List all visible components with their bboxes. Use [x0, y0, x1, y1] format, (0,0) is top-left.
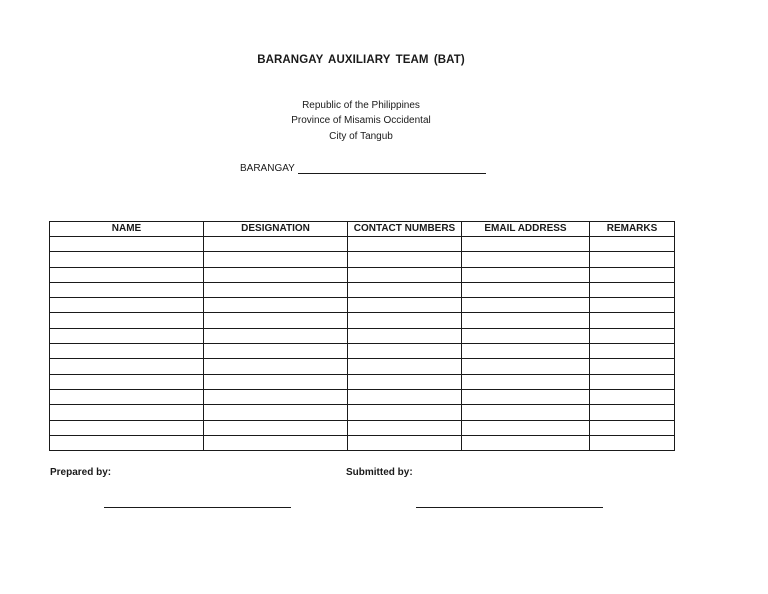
table-row — [50, 298, 675, 313]
column-header-designation: DESIGNATION — [204, 222, 348, 237]
cell-designation[interactable] — [204, 359, 348, 374]
table-row — [50, 405, 675, 420]
cell-email-address[interactable] — [462, 344, 590, 359]
cell-contact-numbers[interactable] — [348, 298, 462, 313]
cell-contact-numbers[interactable] — [348, 359, 462, 374]
cell-email-address[interactable] — [462, 389, 590, 404]
cell-email-address[interactable] — [462, 405, 590, 420]
barangay-label: BARANGAY — [240, 163, 295, 174]
cell-name[interactable] — [50, 252, 204, 267]
cell-contact-numbers[interactable] — [348, 313, 462, 328]
cell-remarks[interactable] — [590, 389, 675, 404]
cell-contact-numbers[interactable] — [348, 237, 462, 252]
cell-designation[interactable] — [204, 374, 348, 389]
form-title: BARANGAY AUXILIARY TEAM (BAT) — [257, 54, 465, 66]
cell-designation[interactable] — [204, 344, 348, 359]
cell-remarks[interactable] — [590, 374, 675, 389]
table-row — [50, 374, 675, 389]
cell-remarks[interactable] — [590, 237, 675, 252]
cell-name[interactable] — [50, 282, 204, 297]
prepared-by-label: Prepared by: — [50, 467, 112, 478]
table-row — [50, 328, 675, 343]
column-header-remarks: REMARKS — [590, 222, 675, 237]
table-row — [50, 359, 675, 374]
cell-remarks[interactable] — [590, 282, 675, 297]
submitted-by-signature-line[interactable] — [416, 507, 603, 508]
prepared-by-signature-line[interactable] — [104, 507, 291, 508]
cell-name[interactable] — [50, 237, 204, 252]
cell-contact-numbers[interactable] — [348, 344, 462, 359]
cell-name[interactable] — [50, 328, 204, 343]
cell-remarks[interactable] — [590, 328, 675, 343]
cell-designation[interactable] — [204, 420, 348, 435]
cell-designation[interactable] — [204, 237, 348, 252]
cell-contact-numbers[interactable] — [348, 267, 462, 282]
cell-name[interactable] — [50, 389, 204, 404]
table-row — [50, 389, 675, 404]
cell-designation[interactable] — [204, 282, 348, 297]
cell-designation[interactable] — [204, 313, 348, 328]
cell-name[interactable] — [50, 344, 204, 359]
cell-designation[interactable] — [204, 389, 348, 404]
cell-contact-numbers[interactable] — [348, 282, 462, 297]
cell-name[interactable] — [50, 435, 204, 450]
cell-remarks[interactable] — [590, 313, 675, 328]
roster-table — [49, 221, 675, 451]
cell-designation[interactable] — [204, 328, 348, 343]
submitted-by-label: Submitted by: — [346, 467, 413, 478]
cell-remarks[interactable] — [590, 405, 675, 420]
table-row — [50, 282, 675, 297]
cell-name[interactable] — [50, 313, 204, 328]
cell-designation[interactable] — [204, 405, 348, 420]
cell-email-address[interactable] — [462, 359, 590, 374]
cell-email-address[interactable] — [462, 267, 590, 282]
cell-name[interactable] — [50, 405, 204, 420]
cell-email-address[interactable] — [462, 374, 590, 389]
column-header-name: NAME — [50, 222, 204, 237]
cell-email-address[interactable] — [462, 252, 590, 267]
cell-email-address[interactable] — [462, 282, 590, 297]
cell-contact-numbers[interactable] — [348, 420, 462, 435]
header-province: Province of Misamis Occidental — [291, 115, 431, 126]
cell-remarks[interactable] — [590, 298, 675, 313]
cell-email-address[interactable] — [462, 313, 590, 328]
cell-contact-numbers[interactable] — [348, 252, 462, 267]
table-row — [50, 420, 675, 435]
table-row — [50, 237, 675, 252]
cell-remarks[interactable] — [590, 420, 675, 435]
cell-contact-numbers[interactable] — [348, 389, 462, 404]
cell-name[interactable] — [50, 374, 204, 389]
header-republic: Republic of the Philippines — [302, 100, 420, 111]
cell-contact-numbers[interactable] — [348, 435, 462, 450]
column-header-contact-numbers: CONTACT NUMBERS — [348, 222, 462, 237]
cell-remarks[interactable] — [590, 267, 675, 282]
cell-name[interactable] — [50, 267, 204, 282]
header-city: City of Tangub — [329, 131, 393, 142]
cell-contact-numbers[interactable] — [348, 328, 462, 343]
cell-name[interactable] — [50, 298, 204, 313]
cell-remarks[interactable] — [590, 435, 675, 450]
cell-contact-numbers[interactable] — [348, 374, 462, 389]
cell-designation[interactable] — [204, 267, 348, 282]
cell-designation[interactable] — [204, 298, 348, 313]
cell-email-address[interactable] — [462, 298, 590, 313]
cell-name[interactable] — [50, 420, 204, 435]
cell-remarks[interactable] — [590, 344, 675, 359]
table-row — [50, 344, 675, 359]
roster-body — [50, 237, 675, 451]
cell-email-address[interactable] — [462, 237, 590, 252]
cell-contact-numbers[interactable] — [348, 405, 462, 420]
cell-remarks[interactable] — [590, 252, 675, 267]
cell-designation[interactable] — [204, 252, 348, 267]
table-header-row — [50, 222, 675, 237]
cell-name[interactable] — [50, 359, 204, 374]
cell-email-address[interactable] — [462, 420, 590, 435]
table-row — [50, 252, 675, 267]
cell-email-address[interactable] — [462, 328, 590, 343]
cell-email-address[interactable] — [462, 435, 590, 450]
column-header-email-address: EMAIL ADDRESS — [462, 222, 590, 237]
cell-designation[interactable] — [204, 435, 348, 450]
table-row — [50, 267, 675, 282]
table-row — [50, 435, 675, 450]
barangay-blank-line[interactable] — [298, 162, 486, 174]
barangay-field — [240, 162, 486, 174]
cell-remarks[interactable] — [590, 359, 675, 374]
table-row — [50, 313, 675, 328]
